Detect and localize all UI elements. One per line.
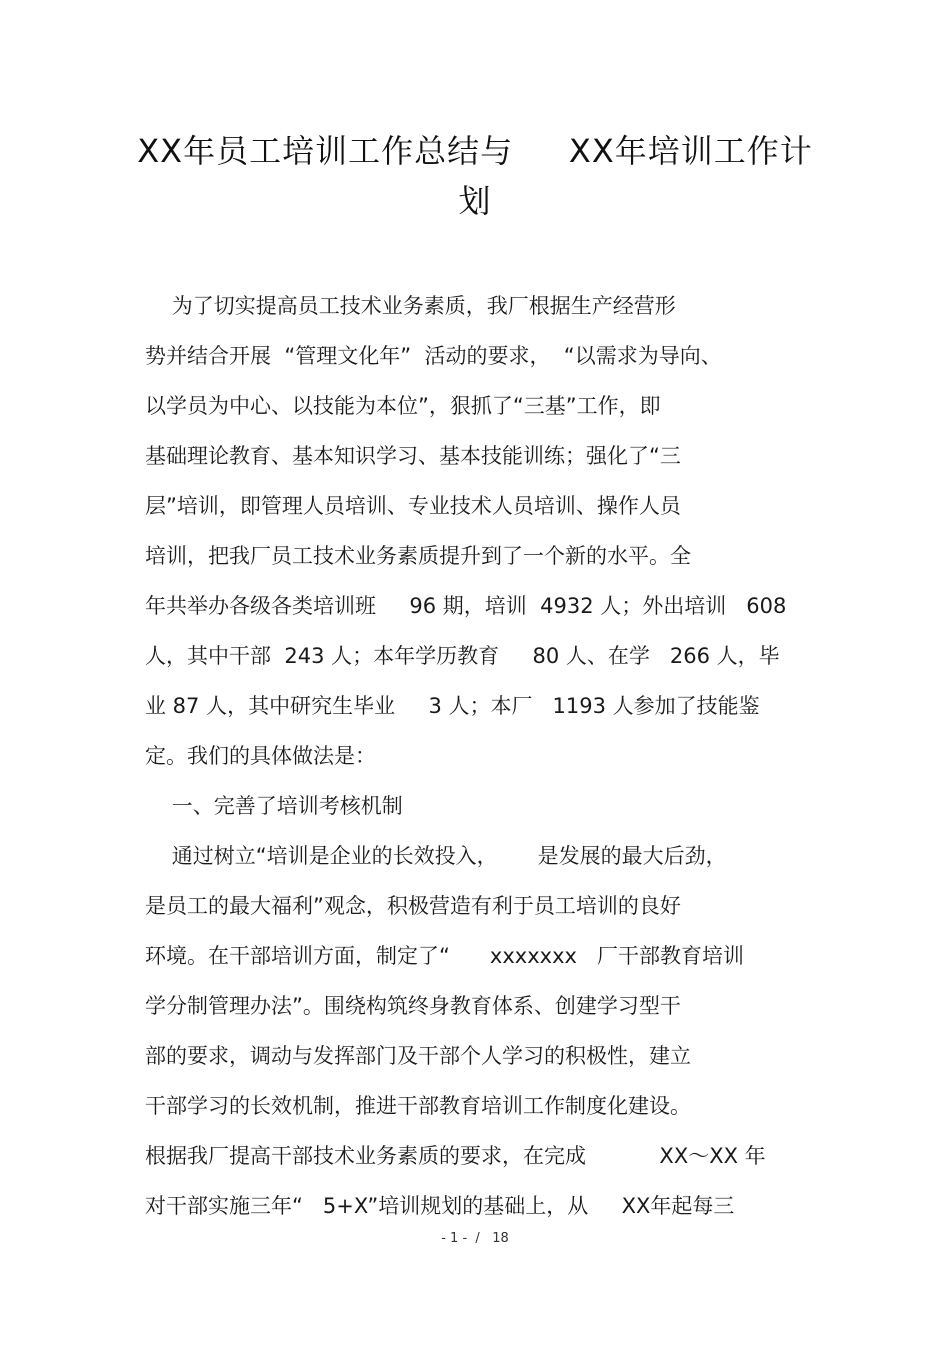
body-text-line: 培训，把我厂员工技术业务素质提升到了一个新的水平。全 — [145, 544, 691, 568]
body-text-line: 对干部实施三年“ 5+X”培训规划的基础上，从 XX年起每三 — [145, 1194, 735, 1218]
document-title-line-1: XX年员工培训工作总结与 XX年培训工作计 — [137, 132, 813, 170]
document-title-line-2: 划 — [458, 182, 492, 220]
body-text-line: 人，其中干部 243 人；本年学历教育 80 人、在学 266 人，毕 — [145, 644, 780, 668]
body-text-line: 环境。在干部培训方面，制定了“ xxxxxxx 厂干部教育培训 — [145, 944, 744, 968]
body-text-line: 势并结合开展 “管理文化年” 活动的要求， “以需求为导向、 — [145, 344, 722, 368]
body-text-line: 基础理论教育、基本知识学习、基本技能训练；强化了“三 — [145, 444, 681, 468]
body-text-line: 根据我厂提高干部技术业务素质的要求，在完成 XX～XX 年 — [145, 1144, 766, 1168]
body-text-line: 层”培训，即管理人员培训、专业技术人员培训、操作人员 — [145, 494, 681, 518]
body-text-line: 部的要求，调动与发挥部门及干部个人学习的积极性，建立 — [145, 1044, 691, 1068]
body-text-line: 学分制管理办法”。围绕构筑终身教育体系、创建学习型干 — [145, 994, 681, 1018]
body-text-line: 以学员为中心、以技能为本位”，狠抓了“三基”工作，即 — [145, 394, 661, 418]
body-text-line: 业 87 人，其中研究生毕业 3 人；本厂 1193 人参加了技能鉴 — [145, 694, 760, 718]
page-number: - 1 - / 18 — [441, 1231, 509, 1246]
body-text-line: 通过树立“培训是企业的长效投入， 是发展的最大后劲， — [145, 844, 727, 868]
body-text-line: 为了切实提高员工技术业务素质，我厂根据生产经营形 — [145, 294, 676, 318]
section-heading: 一、完善了培训考核机制 — [145, 794, 403, 818]
body-text-line: 年共举办各级各类培训班 96 期，培训 4932 人；外出培训 608 — [145, 594, 787, 618]
body-text-line: 是员工的最大福利”观念，积极营造有利于员工培训的良好 — [145, 894, 681, 918]
body-text-line: 干部学习的长效机制，推进干部教育培训工作制度化建设。 — [145, 1094, 691, 1118]
body-text-line: 定。我们的具体做法是： — [145, 744, 376, 768]
